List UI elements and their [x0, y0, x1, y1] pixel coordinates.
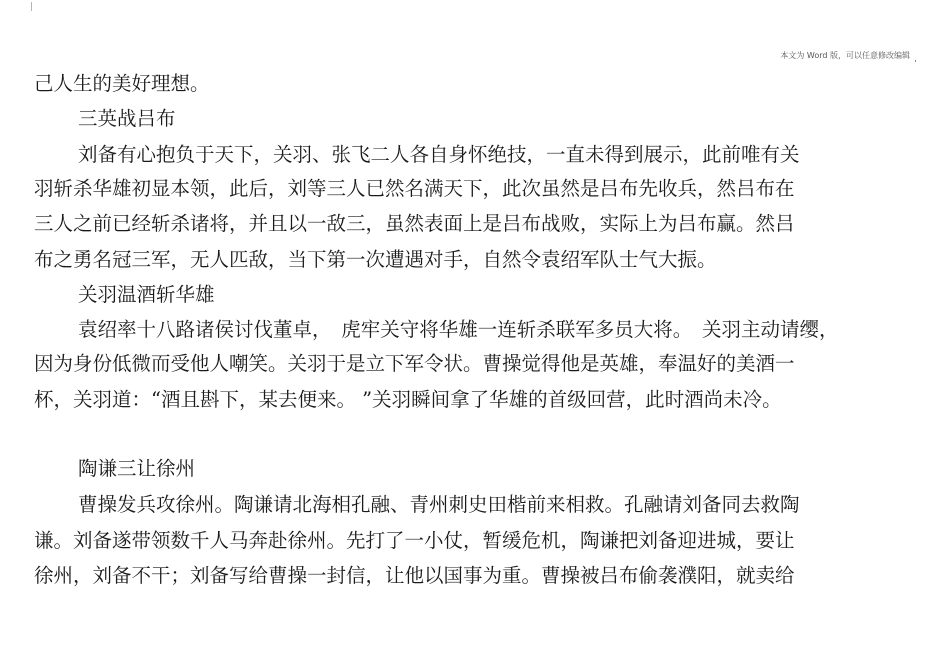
text-line: 徐州，刘备不干；刘备写给曹操一封信，让他以国事为重。曹操被吕布偷袭濮阳，就卖给 [34, 564, 795, 587]
page-corner-mark [31, 2, 32, 11]
section-heading: 三英战吕布 [78, 107, 176, 130]
text-line: 三人之前已经斩杀诸将，并且以一敌三，虽然表面上是吕布战败，实际上为吕布赢。然吕 [34, 212, 795, 235]
text-line: 羽斩杀华雄初显本领，此后，刘等三人已然名满天下，此次虽然是吕布先收兵，然吕布在 [34, 177, 795, 200]
section-heading: 陶谦三让徐州 [78, 457, 196, 480]
text-line: 布之勇名冠三军，无人匹敌，当下第一次遭遇对手，自然令袁绍军队士气大振。 [34, 248, 717, 271]
text-line: 因为身份低微而受他人嘲笑。关羽于是立下军令状。曹操觉得他是英雄，奉温好的美酒一 [34, 352, 795, 375]
section-heading: 关羽温酒斩华雄 [78, 283, 215, 306]
text-line: 曹操发兵攻徐州。陶谦请北海相孔融、青州刺史田楷前来相救。孔融请刘备同去救陶 [78, 493, 800, 516]
text-line: 袁绍率十八路诸侯讨伐董卓， 虎牢关守将华雄一连斩杀联军多员大将。 关羽主动请缨， [78, 318, 839, 341]
text-line: 刘备有心抱负于天下，关羽、张飞二人各自身怀绝技，一直未得到展示，此前唯有关 [78, 143, 800, 166]
text-line: 谦。刘备遂带领数千人马奔赴徐州。先打了一小仗，暂缓危机，陶谦把刘备迎进城，要让 [34, 529, 795, 552]
text-line: 杯，关羽道：“酒且斟下，某去便来。 ”关羽瞬间拿了华雄的首级回营，此时酒尚未冷。 [34, 388, 782, 411]
header-dot [915, 60, 916, 62]
text-line: 己人生的美好理想。 [34, 72, 210, 95]
header-note: 本文为 Word 版，可以任意修改编辑 [780, 51, 910, 60]
